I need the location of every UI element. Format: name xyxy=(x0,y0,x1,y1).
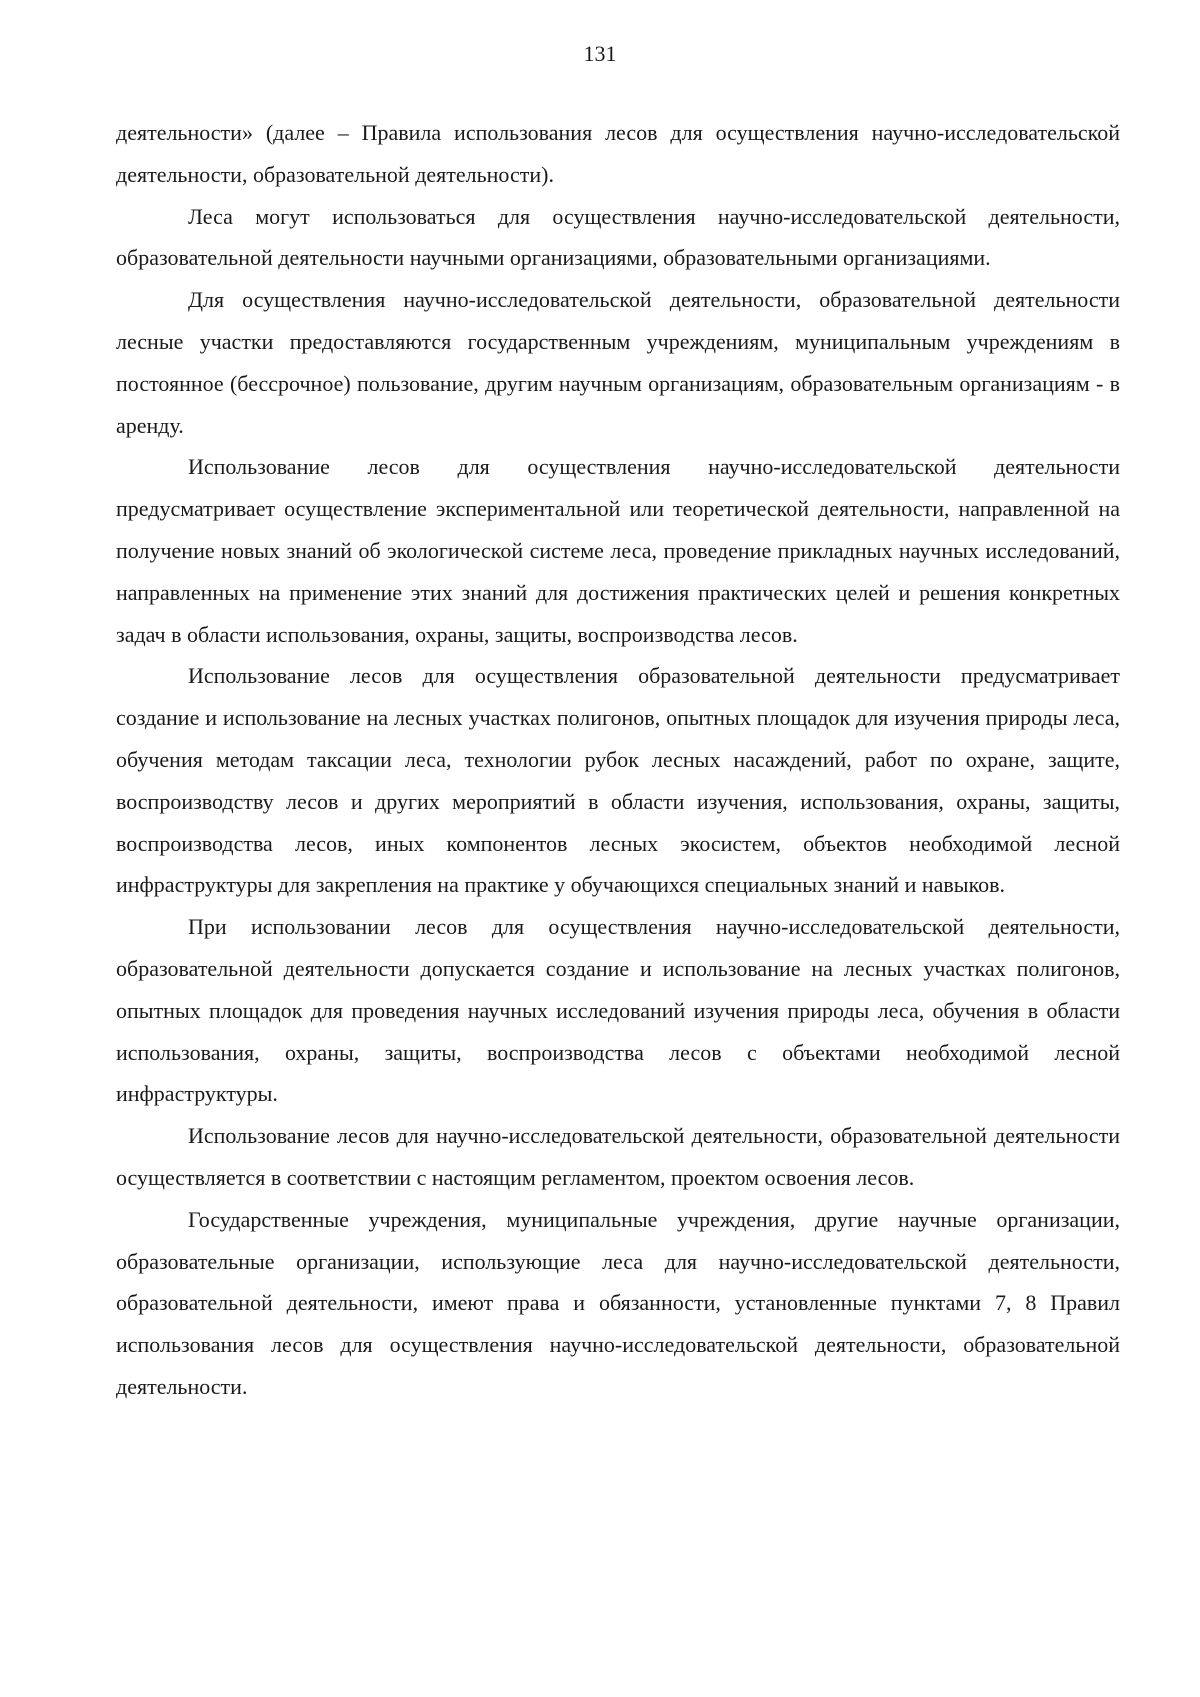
paragraph-polygons-creation: При использовании лесов для осуществления научно-исследовательской деятельности, образовательной деятельности допускается создание и использование на лесных участках полигонов, опытных площадок для проведения научных исследований изучения природы леса, обучения в области использования, охраны, защиты, воспроизводства лесов с объектами необходимой лесной инфраструктуры. xyxy=(116,914,1120,1107)
paragraph-rights-obligations: Государственные учреждения, муниципальные учреждения, другие научные организации, образовательные организации, использующие леса для научно-исследовательской деятельности, образовательной деятельности, имеют права и обязанности, установленные пунктами 7, 8 Правил использования лесов для осуществления научно-исследовательской деятельности, образовательной деятельности. xyxy=(116,1206,1120,1399)
paragraph-research-activity: Использование лесов для осуществления научно-исследовательской деятельности предусматривает осуществление экспериментальной или теоретической деятельности, направленной на получение новых знаний об экологической системе леса, проведение прикладных научных исследований, направленных на применение этих знаний для достижения практических целей и решения конкретных задач в области использования, охраны, защиты, воспроизводства лесов. xyxy=(116,454,1120,647)
paragraph-land-allocation: Для осуществления научно-исследовательской деятельности, образовательной деятельности лесные участки предоставляются государственным учреждениям, муниципальным учреждениям в постоянное (бессрочное) пользование, другим научным организациям, образовательным организациям - в аренду. xyxy=(116,287,1120,438)
paragraph-regulation-compliance: Использование лесов для научно-исследовательской деятельности, образовательной деятельности осуществляется в соответствии с настоящим регламентом, проектом освоения лесов. xyxy=(116,1123,1120,1190)
paragraph-forest-use-permission: Леса могут использоваться для осуществления научно-исследовательской деятельности, образовательной деятельности научными организациями, образовательными организациями. xyxy=(116,203,1120,271)
page-number: 131 xyxy=(583,41,617,66)
paragraph-educational-activity: Использование лесов для осуществления образовательной деятельности предусматривает создание и использование на лесных участках полигонов, опытных площадок для изучения природы леса, обучения методам таксации леса, технологии рубок лесных насаждений, работ по охране, защите, воспроизводству лесов и других мероприятий в области изучения, использования, охраны, защиты, воспроизводства лесов, иных компонентов лесных экосистем, объектов необходимой лесной инфраструктуры для закрепления на практике у обучающихся специальных знаний и навыков. xyxy=(116,663,1120,898)
paragraph-continuation: деятельности» (далее – Правила использования лесов для осуществления научно-исследовательской деятельности, образовательной деятельности). xyxy=(116,120,1120,187)
body-text xyxy=(116,112,1120,1408)
